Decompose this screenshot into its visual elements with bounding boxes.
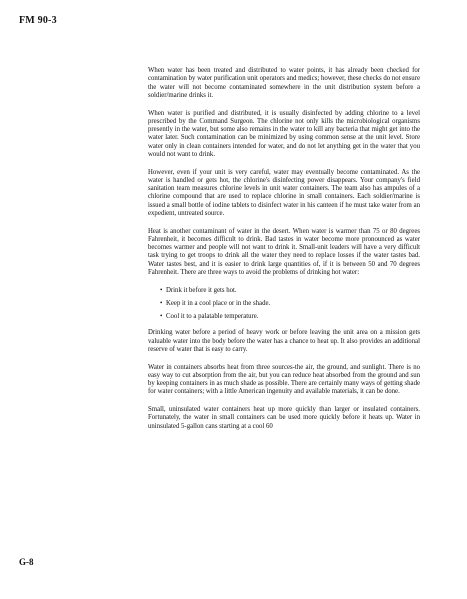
paragraph: Drinking water before a period of heavy work or before leaving the unit area on a mission gets valuable water into the body before the water has a chance to heat up. It also provides an additional reserve of water that is easy to carry. (148, 329, 420, 353)
paragraph: When water has been treated and distributed to water points, it has already been checked for contamination by water purification unit operators and medics; however, these checks do not ensure the water will not become contaminated somewhere in the unit distribution system before a soldier/marine drinks it. (148, 67, 420, 99)
bullet-text: Cool it to a palatable temperature. (166, 313, 259, 320)
bullet-item (160, 313, 420, 321)
manual-code-header: FM 90-3 (19, 15, 57, 26)
bullet-text: Drink it before it gets hot. (166, 286, 237, 294)
bullet-list (148, 287, 420, 322)
paragraph: Heat is another contaminant of water in the desert. When water is warmer than 75 or 80 degrees Fahrenheit, it becomes difficult to drink. Bad tastes in water become more pronounced as water becomes warmer and people will not want to drink it. Small-unit leaders will have a very difficult task trying to get troops to drink all the water they need to replace losses if the water tastes bad. Water tastes best, and it is easier to drink large quantities of, if it is between 50 and 70 degrees Fahrenheit. There are three ways to avoid the problems of drinking hot water: (148, 227, 420, 276)
paragraph: Water in containers absorbs heat from three sources-the air, the ground, and sunlight. There is no easy way to cut absorption from the air, but you can reduce heat absorbed from the ground and sun by keeping containers in as much shade as possible. There are certainly many ways of getting shade for water containers; with a little American ingenuity and available materials, it can be done. (148, 363, 420, 396)
page-number: G-8 (19, 557, 34, 567)
paragraph: When water is purified and distributed, it is usually disinfected by adding chlorine to a level prescribed by the Command Surgeon. The chlorine not only kills the microbiological organisms presently in the water, but some also remains in the water to kill any bacteria that might get into the water later. Such contamination can be minimized by using common sense at the unit level. Store water only in clean containers intended for water, and do not let anything get in the water that you would not want to drink. (148, 109, 420, 158)
bullet-glyph: • (160, 286, 163, 294)
bullet-text: Keep it in a cool place or in the shade. (166, 299, 271, 307)
paragraph: Small, uninsulated water containers heat up more quickly than larger or insulated containers. Fortunately, the water in small containers can be used more quickly before it heats up. Water in uninsulated 5-gallon cans starting at a cool 60 (148, 406, 420, 430)
body-text (148, 67, 420, 440)
bullet-glyph: • (160, 299, 163, 307)
bullet-item (160, 287, 420, 295)
bullet-item (160, 300, 420, 308)
bullet-glyph: • (160, 313, 163, 320)
paragraph: However, even if your unit is very careful, water may eventually become contaminated. As the water is handled or gets hot, the chlorine's disinfecting power disappears. Your company's field sanitation team measures chlorine levels in unit water containers. The team also has ampules of a chlorine compound that are used to replace chlorine in small containers. Each soldier/marine is issued a small bottle of iodine tablets to disinfect water in his canteen if he must take water from an expedient, untreated source. (148, 168, 420, 217)
